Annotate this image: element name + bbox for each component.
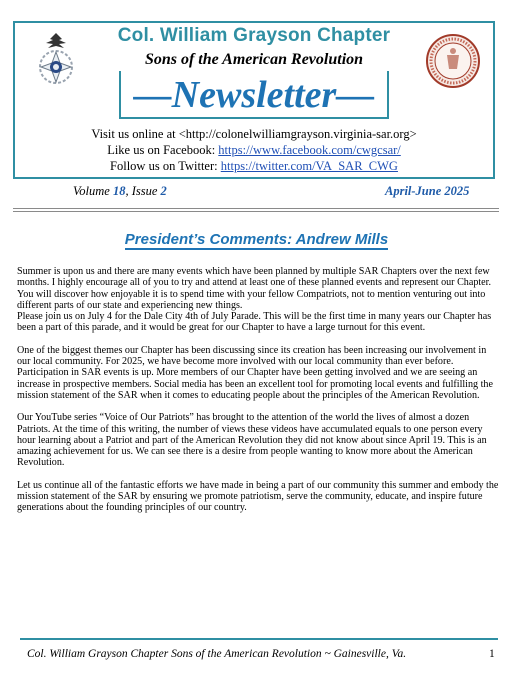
paragraph: Let us continue all of the fantastic efforts we have made in being a part of our community this summer and embody the mission statement of the SAR by ensuring we promote patriotism, serve the community, educate, and inspire future generations about the founding principles of our country. bbox=[17, 479, 499, 514]
twitter-line bbox=[15, 159, 493, 174]
twitter-label: Follow us on Twitter: bbox=[110, 159, 221, 173]
chapter-name: Col. William Grayson Chapter bbox=[117, 25, 391, 46]
divider bbox=[13, 208, 499, 209]
organization-name: Sons of the American Revolution bbox=[144, 51, 364, 68]
paragraph: Our YouTube series “Voice of Our Patriots” has brought to the attention of the world the lives of almost a dozen Patriots. At the time of this writing, the number of views these videos have accumulated equals to one person every hour learning about a Patriot and part of the American Revolution they did not know about since April 19. This is an amazing achievement for us. We can see there is a desire from people wanting to know more about the American Revolution. bbox=[17, 412, 487, 469]
facebook-link[interactable]: https://www.facebook.com/cwgcsar/ bbox=[218, 143, 401, 157]
article-title-text: President’s Comments: Andrew Mills bbox=[124, 231, 389, 248]
website-line[interactable]: Visit us online at <http://colonelwilliamgrayson.virginia-sar.org> bbox=[91, 127, 417, 141]
paragraph: Please join us on July 4 for the Dale City 4th of July Parade. This will be the first time in many years our Chapter has been a part of this parade, and it would be great for our Chapter to have a large turnout for this event. bbox=[17, 311, 492, 334]
issue-number: 2 bbox=[160, 184, 167, 198]
volume-issue bbox=[73, 184, 167, 199]
volume-label: Volume bbox=[73, 184, 113, 198]
paragraph: One of the biggest themes our Chapter has been discussing since its creation has been increasing our involvement in our local community. For 2025, we have become more involved with our local community than ever before. Participation in SAR events is up. More members of our Chapter have been getting involved and we are seeing an increase in prospective members. Social media has been an excellent tool for promoting local events and fulfilling the mission statement of the SAR when it comes to educating people about the principles of the American Revolution. bbox=[17, 344, 493, 401]
footer-text: Col. William Grayson Chapter Sons of the American Revolution ~ Gainesville, Va. bbox=[27, 648, 407, 660]
newsletter-title: —Newsletter— bbox=[133, 74, 375, 116]
paragraph: Summer is upon us and there are many events which have been planned by multiple SAR Chapters over the next few months. I highly encourage all of you to try and attend at least one of these planned events and represent our Chapter. You will discover how enjoyable it is to spend time with your fellow Compatriots, not to mention venturing out into different parts of our state and experiencing new things. bbox=[17, 266, 491, 311]
divider bbox=[13, 211, 499, 212]
article-body bbox=[17, 266, 501, 525]
footer-divider bbox=[20, 638, 498, 640]
facebook-label: Like us on Facebook: bbox=[107, 143, 219, 157]
twitter-link[interactable]: https://twitter.com/VA_SAR_CWG bbox=[220, 159, 398, 173]
issue-label: , Issue bbox=[125, 184, 161, 198]
facebook-line bbox=[15, 143, 493, 158]
page-number: 1 bbox=[489, 648, 495, 660]
masthead bbox=[13, 21, 495, 179]
article-title bbox=[0, 231, 513, 248]
issue-date: April-June 2025 bbox=[385, 184, 470, 198]
volume-number: 18 bbox=[112, 184, 126, 198]
newsletter-title-frame bbox=[119, 71, 389, 119]
